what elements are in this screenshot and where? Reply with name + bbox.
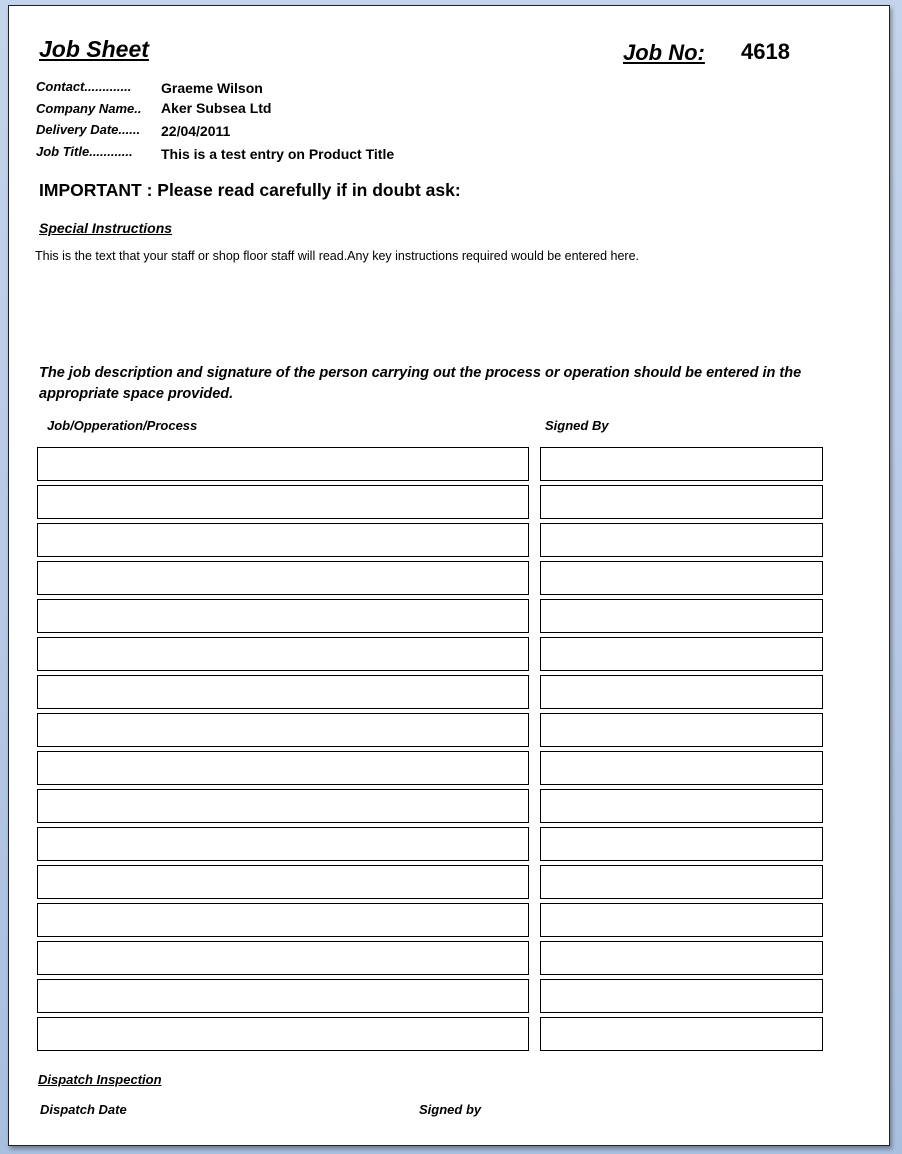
contact-value: Graeme Wilson: [161, 80, 263, 96]
signed-by-cell[interactable]: [540, 903, 823, 937]
job-operation-cell[interactable]: [37, 447, 529, 481]
job-operation-cell[interactable]: [37, 827, 529, 861]
signed-column-header: Signed By: [545, 418, 609, 433]
signed-by-cell[interactable]: [540, 523, 823, 557]
signed-by-cell[interactable]: [540, 751, 823, 785]
signed-by-cell[interactable]: [540, 979, 823, 1013]
job-operation-cell[interactable]: [37, 903, 529, 937]
job-operation-cell[interactable]: [37, 485, 529, 519]
job-operation-cell[interactable]: [37, 865, 529, 899]
dispatch-heading: Dispatch Inspection: [38, 1072, 162, 1087]
delivery-date-label: Delivery Date......: [36, 122, 141, 137]
job-operation-cell[interactable]: [37, 1017, 529, 1051]
description-text: The job description and signature of the person carrying out the process or operation should be entered in the appropriate space provided.: [39, 365, 802, 402]
special-instructions-text: This is the text that your staff or shop floor staff will read.Any key instructions required would be entered here.: [35, 249, 640, 263]
company-label: Company Name..: [36, 101, 142, 116]
job-title-value: This is a test entry on Product Title: [161, 146, 395, 162]
special-instructions-heading: Special Instructions: [39, 220, 173, 236]
job-operation-cell[interactable]: [37, 561, 529, 595]
signed-by-cell[interactable]: [540, 713, 823, 747]
signed-by-cell[interactable]: [540, 485, 823, 519]
job-sheet-page: [8, 5, 890, 1146]
job-operation-cell[interactable]: [37, 751, 529, 785]
job-operation-cell[interactable]: [37, 599, 529, 633]
job-operation-cell[interactable]: [37, 523, 529, 557]
important-notice: IMPORTANT : Please read carefully if in doubt ask:: [39, 180, 461, 200]
contact-label: Contact.............: [36, 79, 132, 94]
job-number-label: Job No:: [623, 40, 705, 65]
job-operation-cell[interactable]: [37, 637, 529, 671]
signed-by-cell[interactable]: [540, 1017, 823, 1051]
signed-by-cell[interactable]: [540, 941, 823, 975]
signed-by-cell[interactable]: [540, 561, 823, 595]
company-value: Aker Subsea Ltd: [161, 100, 272, 116]
job-operation-cell[interactable]: [37, 941, 529, 975]
signed-by-cell[interactable]: [540, 789, 823, 823]
page-title: Job Sheet: [39, 36, 149, 62]
delivery-date-value: 22/04/2011: [161, 123, 231, 139]
signed-by-cell[interactable]: [540, 675, 823, 709]
signed-by-cell[interactable]: [540, 599, 823, 633]
job-column-header: Job/Opperation/Process: [47, 418, 198, 433]
job-operation-cell[interactable]: [37, 713, 529, 747]
signed-by-cell[interactable]: [540, 827, 823, 861]
job-title-label: Job Title............: [36, 144, 133, 159]
job-number: 4618: [741, 39, 790, 64]
dispatch-date-label: Dispatch Date: [40, 1102, 127, 1117]
signed-by-cell[interactable]: [540, 865, 823, 899]
signed-by-cell[interactable]: [540, 637, 823, 671]
job-operation-cell[interactable]: [37, 789, 529, 823]
job-operation-cell[interactable]: [37, 675, 529, 709]
job-operation-cell[interactable]: [37, 979, 529, 1013]
signed-by-cell[interactable]: [540, 447, 823, 481]
dispatch-signed-label: Signed by: [419, 1102, 482, 1117]
